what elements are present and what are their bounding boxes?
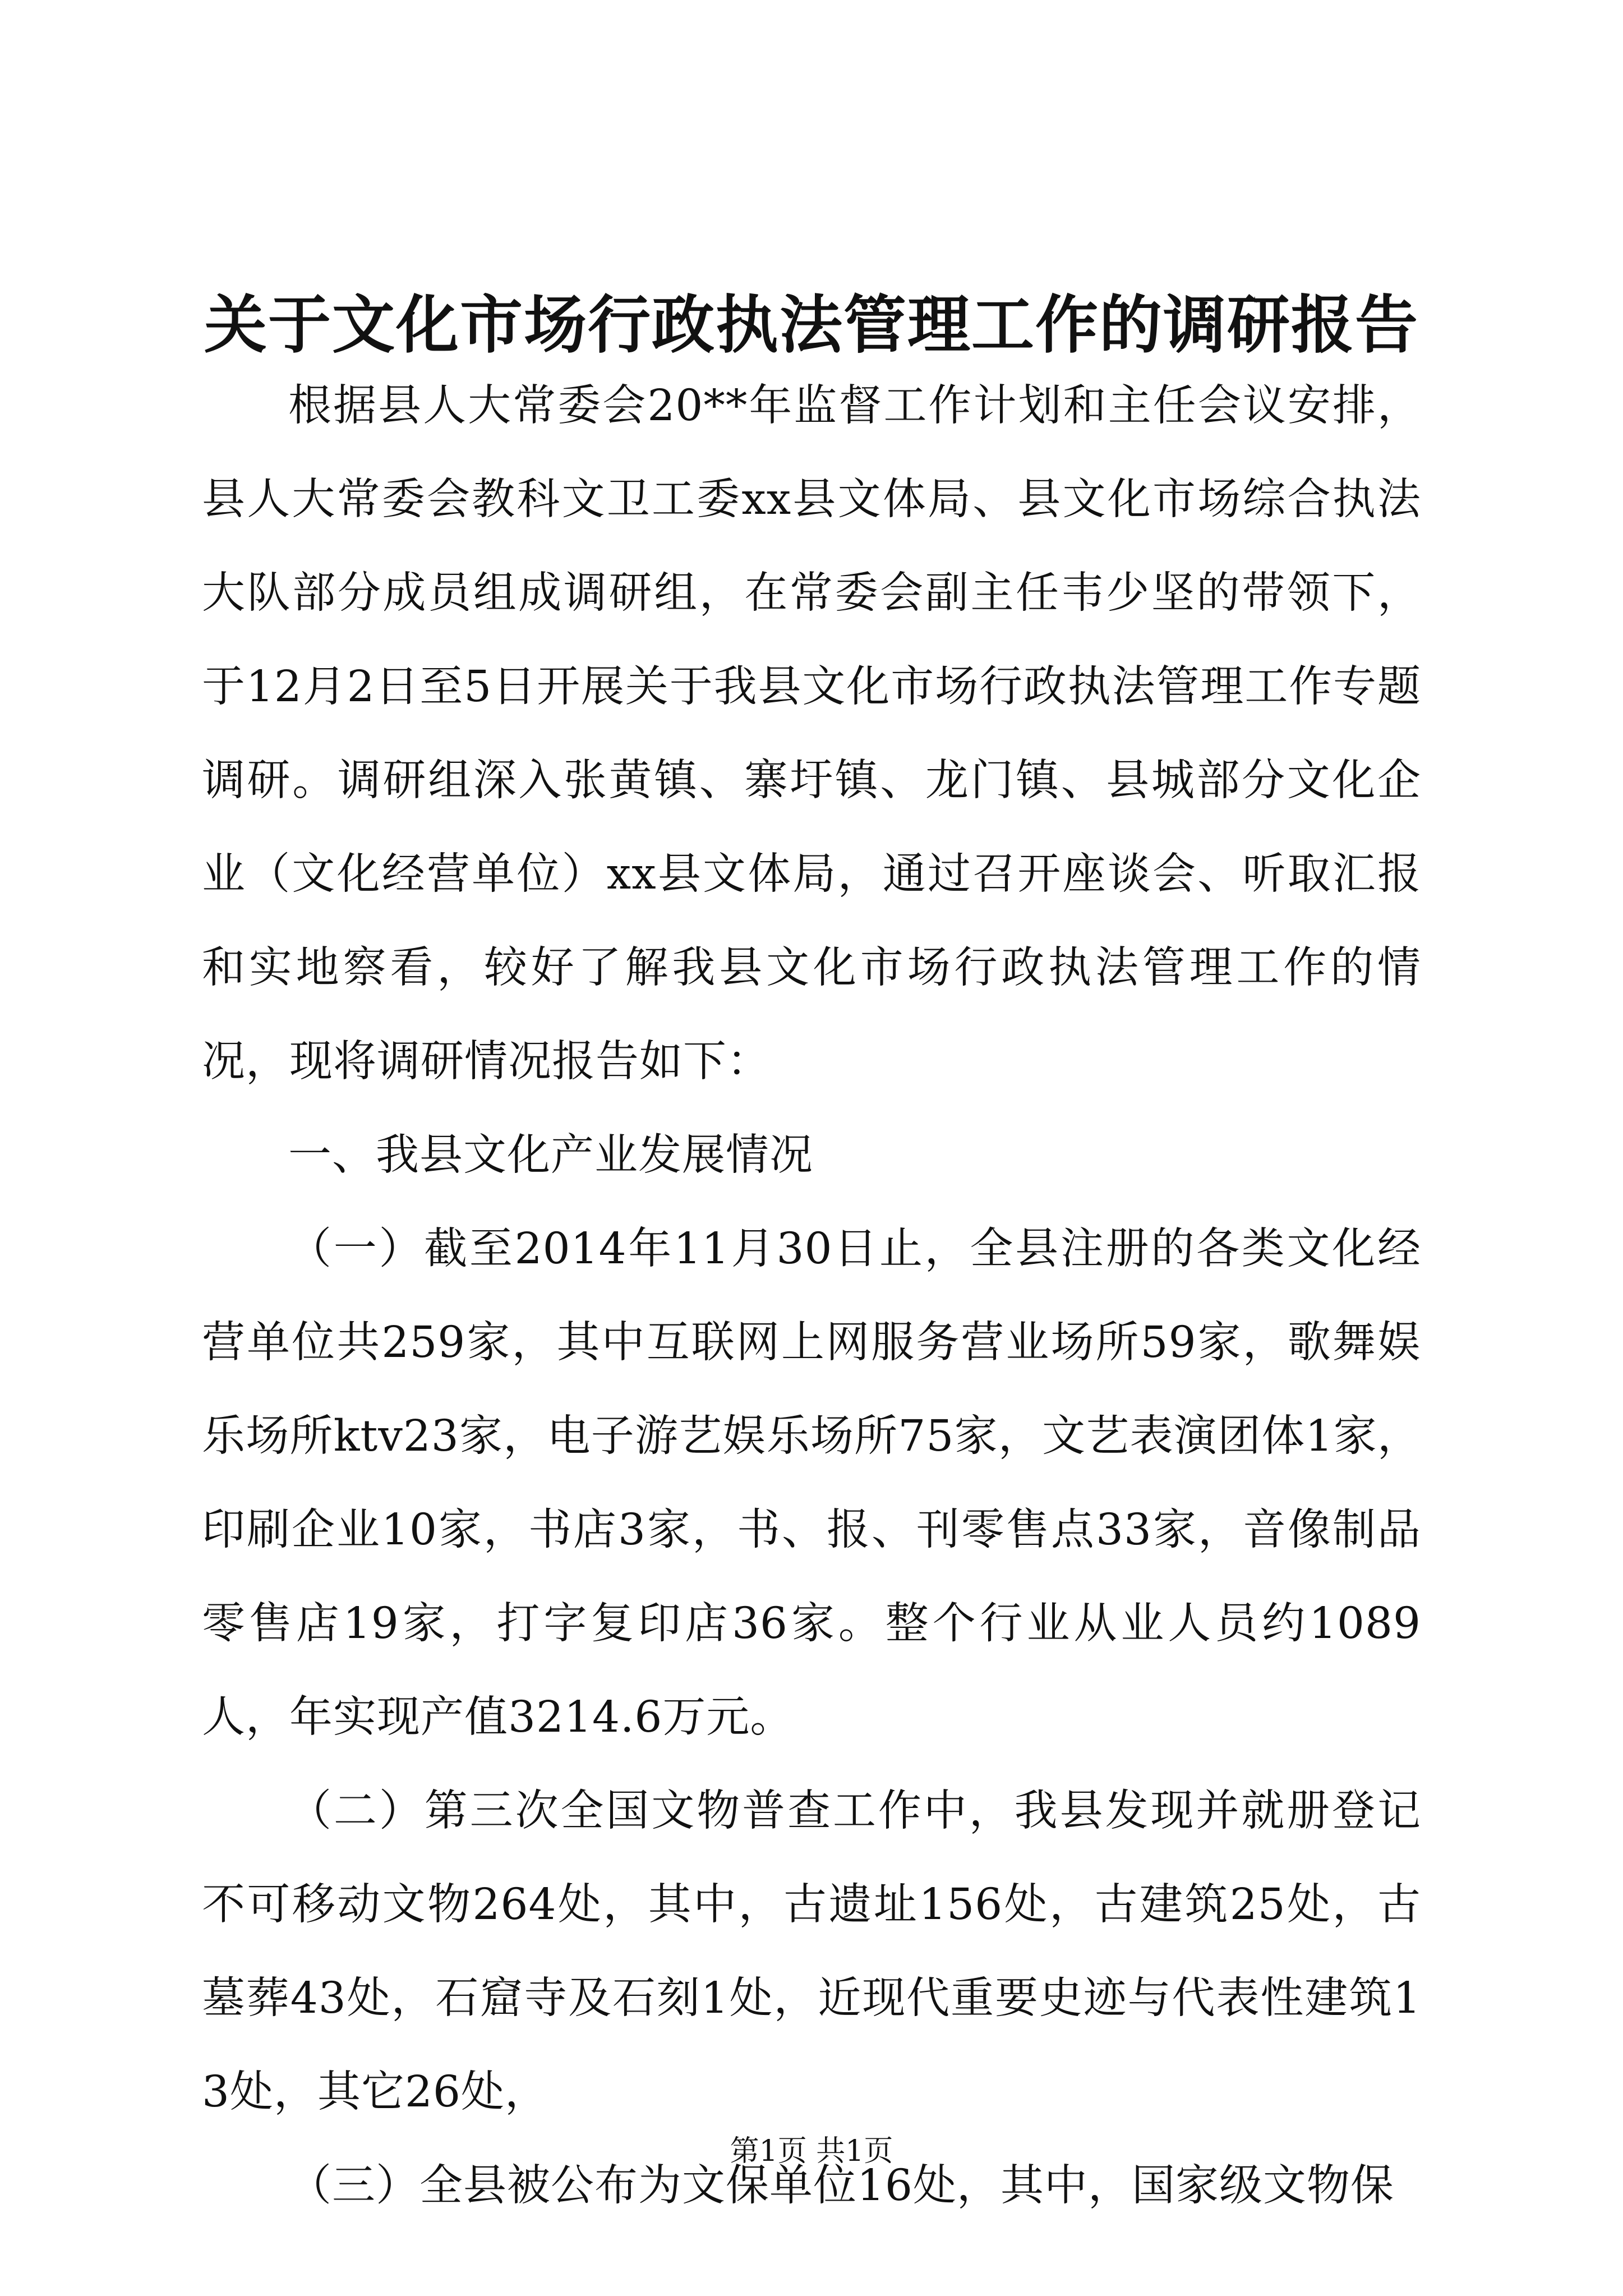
section-heading: 一、我县文化产业发展情况: [288, 1130, 813, 1180]
document-title: 关于文化市场行政执法管理工作的调研报告: [204, 288, 1419, 362]
paragraph-intro: 根据县人大常委会20**年监督工作计划和主任会议安排，县人大常委会教科文卫工委xx县文体局、县文化市场综合执法大队部分成员组成调研组，在常委会副主任韦少坚的带领下，于12月2日至5日开展关于我县文化市场行政执法管理工作专题调研。调研组深入张黄镇、寨圩镇、龙门镇、县城部分文化企业（文化经营单位）xx县文体局，通过召开座谈会、听取汇报和实地察看，较好了解我县文化市场行政执法管理工作的情况，现将调研情况报告如下：: [202, 381, 1421, 1087]
paragraph-item-2: （二）第三次全国文物普查工作中，我县发现并就册登记不可移动文物264处，其中，古遗址156处，古建筑25处，古墓葬43处，石窟寺及石刻1处，近现代重要史迹与代表性建筑13处，其它26处，: [202, 1786, 1421, 2117]
page-number-footer: 第1页 共1页: [730, 2134, 893, 2168]
paragraph-item-3: （三）全县被公布为文保单位16处，其中，国家级文物保: [288, 2161, 1394, 2211]
document-body: [202, 359, 1421, 2233]
paragraph-item-1: （一）截至2014年11月30日止，全县注册的各类文化经营单位共259家，其中互联网上网服务营业场所59家，歌舞娱乐场所ktv23家，电子游艺娱乐场所75家，文艺表演团体1家，印刷企业10家，书店3家，书、报、刊零售点33家，音像制品零售店19家，打字复印店36家。整个行业从业人员约1089人，年实现产值3214.6万元。: [202, 1224, 1421, 1742]
